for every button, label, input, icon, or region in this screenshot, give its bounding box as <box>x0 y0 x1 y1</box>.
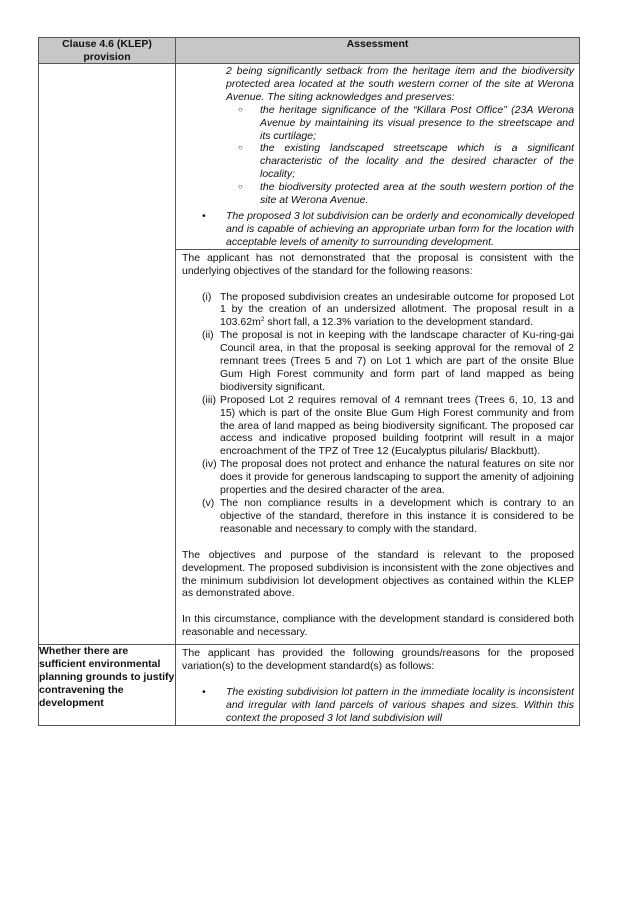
paragraph: The objectives and purpose of the standard is relevant to the proposed development. The proposed subdivision is inconsistent with the zone objectives and the minimum subdivision lot development objectives as contained within the KLEP as demonstrated above. <box>182 548 574 600</box>
list-marker: (ii) <box>202 329 214 342</box>
list-item <box>182 394 574 459</box>
paragraph: In this circumstance, compliance with the development standard is considered both reasonable and necessary. <box>182 613 574 639</box>
list-marker: (v) <box>202 497 215 509</box>
list-item-text: Proposed Lot 2 requires removal of 4 remnant trees (Trees 6, 10, 13 and 15) which is part of the onsite Blue Gum High Forest community and from the area of land mapped as being biodiversity significant. The proposed car access and indicative proposed building footprint will result in a major encroachment of the TPZ of Tree 12 (Eucalyptus pilularis/ Blackbutt). <box>220 393 574 458</box>
list-item: ○ the existing landscaped streetscape which is a significant characteristic of the locality and the desired character of the locality; <box>182 142 574 181</box>
paragraph: The applicant has provided the following grounds/reasons for the proposed variation(s) to the development standard(s) as follows: <box>182 647 574 673</box>
list-item-text: The proposed subdivision creates an undesirable outcome for proposed Lot 1 by the creation of an undersized allotment. The proposal result in a 103.62m <box>220 290 574 329</box>
superscript: 2 <box>260 316 265 324</box>
list-item-text: The proposal does not protect and enhance the natural features on site nor does it provide for generous landscaping to support the amenity of adjoining properties and the desired character of the area. <box>220 458 574 497</box>
provision-cell-empty <box>39 64 176 645</box>
list-item: ○ the biodiversity protected area at the south western portion of the site at Werona Avenue. <box>182 181 574 207</box>
sub-bullet-list <box>182 104 574 207</box>
list-item-text: The proposal is not in keeping with the landscape character of Ku-ring-gai Council area, in that the proposal is seeking approval for the removal of 2 remnant trees (Trees 5 and 7) on Lot 1 which are part of the onsite Blue Gum High Forest community and form part of land mapped as being biodiversity significant. <box>220 329 574 393</box>
clause-4-6-assessment-table <box>38 37 580 726</box>
list-item: • The existing subdivision lot pattern in the immediate locality is inconsistent and irregular with land parcels of various shapes and sizes. Within this context the proposed 3 lot land subdivision will <box>182 686 574 725</box>
list-marker: (i) <box>202 290 212 303</box>
table-row <box>39 64 580 645</box>
list-marker: (iii) <box>202 393 216 406</box>
provision-cell: Whether there are sufficient environmental planning grounds to justify contravening the development <box>39 645 176 726</box>
reasons-list <box>182 291 574 536</box>
assessment-cell <box>176 645 580 726</box>
table-header-row <box>39 38 580 64</box>
assessment-cell <box>176 64 580 645</box>
list-item <box>182 329 574 394</box>
bullet-list <box>182 686 574 725</box>
list-item <box>182 291 574 330</box>
table-row <box>39 645 580 726</box>
paragraph: The applicant has not demonstrated that the proposal is consistent with the underlying objectives of the standard for the following reasons: <box>182 251 574 277</box>
list-item <box>182 458 574 497</box>
header-assessment: Assessment <box>176 38 580 64</box>
continued-bullet-text: 2 being significantly setback from the heritage item and the biodiversity protected area located at the south western corner of the site at Werona Avenue. The siting acknowledges and preserves: <box>226 65 574 103</box>
list-marker: (iv) <box>202 458 217 471</box>
bullet-list <box>182 210 574 249</box>
list-item-text: The non compliance results in a development which is contrary to an objective of the standard, therefore in this instance it is considered to be reasonable and necessary to comply with the standard. <box>220 497 574 535</box>
list-item: • The proposed 3 lot subdivision can be orderly and economically developed and is capable of achieving an appropriate urban form for the location with acceptable levels of amenity to surrounding development. <box>182 210 574 249</box>
list-item <box>182 497 574 536</box>
list-item: ○ the heritage significance of the “Killara Post Office” (23A Werona Avenue by maintaining its visual presence to the streetscape and its curtilage; <box>182 104 574 143</box>
header-clause-provision: Clause 4.6 (KLEP) provision <box>39 38 176 64</box>
list-item-text: short fall, a 12.3% variation to the development standard. <box>264 316 533 329</box>
